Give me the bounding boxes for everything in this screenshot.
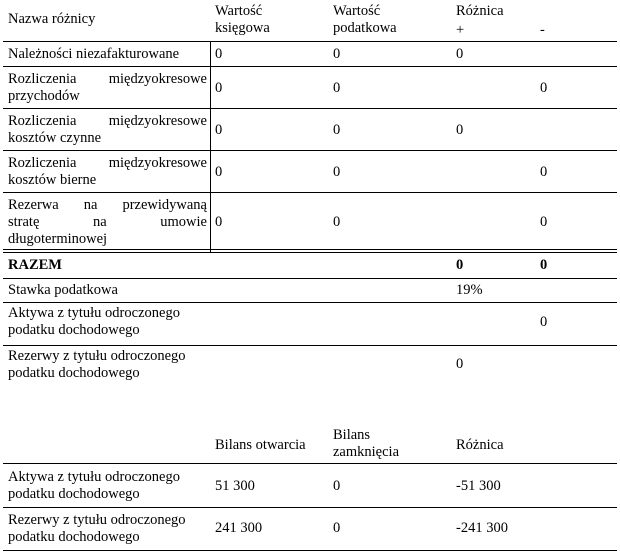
balance-row-closing: 0 [333,478,341,494]
header-difference: Różnica [456,3,504,19]
row-name-line1: Rezerwa na przewidywaną [8,197,207,213]
balance-row-name-line1: Aktywa z tytułu odroczonego [8,469,180,485]
balance-row-difference: -51 300 [456,478,501,494]
row-divider [3,345,617,346]
row-divider [3,66,617,67]
row-name-line3: długoterminowej [8,231,108,247]
tax-rate-label: Stawka podatkowa [8,282,118,298]
row-tax-value: 0 [333,122,341,138]
row-name-line1: Rozliczenia międzyokresowe [8,113,207,129]
row-divider [3,249,617,250]
balance-row-difference: -241 300 [456,520,508,536]
balance-row-opening: 241 300 [215,520,263,536]
row-book-value: 0 [215,164,223,180]
balance-row-name-line2: podatku dochodowego [8,529,140,545]
deferred-asset-minus: 0 [540,314,548,330]
row-minus: 0 [540,80,548,96]
row-name-line2: przychodów [8,88,80,104]
balance-row-opening: 51 300 [215,478,255,494]
row-divider [3,108,617,109]
row-tax-value: 0 [333,46,341,62]
row-name-line1: Rozliczenia międzyokresowe [8,155,207,171]
deferred-asset-label-line2: podatku dochodowego [8,322,140,338]
balance-row-name-line2: podatku dochodowego [8,486,140,502]
row-tax-value: 0 [333,164,341,180]
header-tax-value-line1: Wartość [333,3,381,19]
header-plus: + [456,22,465,38]
row-divider [3,550,617,551]
tax-rate-value: 19% [456,282,483,298]
row-tax-value: 0 [333,80,341,96]
row-book-value: 0 [215,80,223,96]
row-book-value: 0 [215,214,223,230]
row-divider [3,507,617,508]
deferred-asset-label-line1: Aktywa z tytułu odroczonego [8,305,180,321]
header-minus: - [540,22,545,38]
header-closing-balance-line2: zamknięcia [333,444,400,460]
row-name-line1: Rozliczenia międzyokresowe [8,71,207,87]
header-difference: Różnica [456,437,504,453]
header-book-value-line1: Wartość [215,3,263,19]
row-divider [3,252,617,253]
row-tax-value: 0 [333,214,341,230]
row-name-line2: kosztów bierne [8,172,97,188]
header-closing-balance-line1: Bilans [333,427,371,443]
balance-row-closing: 0 [333,520,341,536]
header-tax-value-line2: podatkowa [333,20,397,36]
total-plus: 0 [456,257,464,273]
header-opening-balance: Bilans otwarcia [215,437,306,453]
row-book-value: 0 [215,122,223,138]
row-name-line2: kosztów czynne [8,130,102,146]
deferred-reserve-plus: 0 [456,356,464,372]
row-divider [3,192,617,193]
row-name: Należności niezafakturowane [8,46,180,62]
balance-row-name-line1: Rezerwy z tytułu odroczonego [8,512,186,528]
row-divider [3,278,617,279]
row-book-value: 0 [215,46,223,62]
header-name: Nazwa różnicy [8,11,96,27]
header-book-value-line2: księgowa [215,20,270,36]
row-plus: 0 [456,46,464,62]
row-divider [3,463,617,464]
total-label: RAZEM [8,257,62,273]
row-divider [3,41,617,42]
row-divider [3,302,617,303]
deferred-reserve-label-line1: Rezerwy z tytułu odroczonego [8,348,186,364]
total-minus: 0 [540,257,548,273]
row-name-line2: stratę na umowie [8,214,207,230]
deferred-reserve-label-line2: podatku dochodowego [8,365,140,381]
row-minus: 0 [540,164,548,180]
row-plus: 0 [456,122,464,138]
row-minus: 0 [540,214,548,230]
column-divider [210,41,211,252]
row-divider [3,150,617,151]
